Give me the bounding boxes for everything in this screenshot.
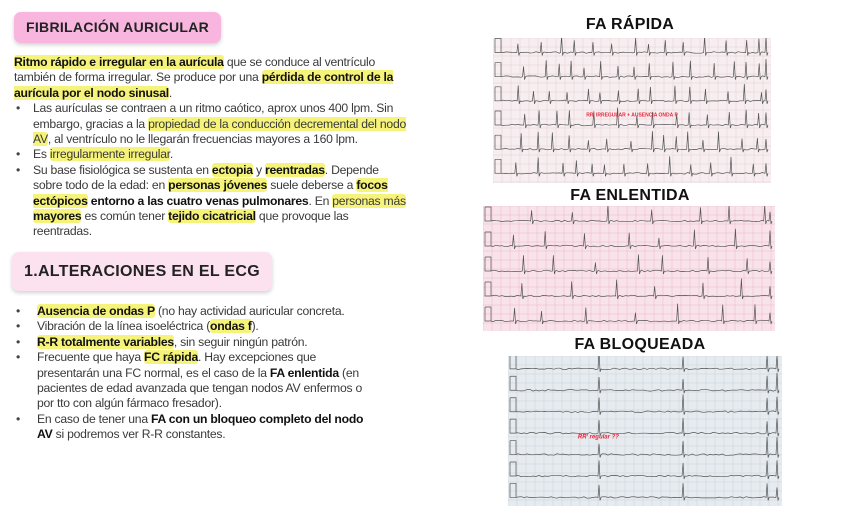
ecg-annotation: RR' IRREGULAR + AUSENCIA ONDA P bbox=[586, 112, 678, 119]
bullet-item bbox=[14, 147, 408, 162]
text-segment: Frecuente que haya bbox=[37, 350, 145, 365]
intro-paragraph bbox=[14, 55, 406, 101]
bullet-list-ecg bbox=[14, 304, 369, 443]
highlighted-text: irregularmente irregular bbox=[49, 147, 170, 162]
highlighted-text: personas jóvenes bbox=[168, 178, 268, 193]
bullet-item bbox=[14, 163, 408, 240]
bullet-item bbox=[14, 101, 408, 147]
bullet-item bbox=[14, 350, 369, 412]
text-segment: En caso de tener una bbox=[37, 411, 152, 426]
text-segment: (no hay actividad auricular concreta. bbox=[154, 303, 345, 318]
text-segment: . bbox=[169, 147, 173, 162]
ecg-paper bbox=[483, 206, 775, 331]
caption-fa-enlentida: FA ENLENTIDA bbox=[570, 187, 690, 204]
highlighted-text: ectopia bbox=[211, 162, 253, 177]
text-segment: ). bbox=[251, 319, 259, 334]
highlighted-text: propiedad de la conducción decremental del nodo AV bbox=[33, 116, 407, 147]
highlighted-text: personas más bbox=[332, 193, 406, 208]
caption-fa-rapida: FA RÁPIDA bbox=[585, 16, 675, 33]
text-segment: (en pacientes de edad avanzada que tengan nodos AV enfermos o por tto con algún fármaco fresador). bbox=[37, 365, 362, 411]
ecg-image-fa-rapida bbox=[493, 38, 771, 183]
text-segment: si podremos ver R-R constantes. bbox=[52, 427, 226, 442]
bold-text: FA con un bloqueo completo del nodo AV bbox=[37, 411, 364, 442]
highlighted-text: ondas f bbox=[210, 319, 252, 334]
text-segment: , al ventrículo no le llegarán frecuencias mayores a 160 lpm. bbox=[47, 132, 358, 147]
text-segment: y bbox=[252, 162, 265, 177]
bullet-list-fa bbox=[14, 101, 408, 240]
text-segment: , sin seguir ningún patrón. bbox=[173, 334, 308, 349]
ecg-paper bbox=[508, 356, 782, 506]
text-segment: Vibración de la línea isoeléctrica ( bbox=[37, 319, 211, 334]
text-segment: . Depende sobre todo de la edad: en bbox=[33, 162, 379, 193]
highlighted-text: tejido cicatricial bbox=[168, 209, 256, 224]
highlighted-text: R-R totalmente variables bbox=[37, 334, 174, 349]
highlighted-text: Ritmo rápido e irregular en la aurícula bbox=[14, 55, 224, 69]
caption-fa-bloqueada: FA BLOQUEADA bbox=[574, 336, 706, 353]
section-title-fibrilacion: FIBRILACIÓN AURICULAR bbox=[14, 12, 221, 43]
text-segment: que provoque las reentradas. bbox=[33, 209, 349, 239]
text-segment: . Hay excepciones que presentarán una FC normal, es el caso de la bbox=[37, 350, 317, 380]
bullet-item bbox=[14, 335, 369, 350]
ecg-paper bbox=[493, 38, 771, 183]
highlighted-text: FC rápida bbox=[144, 350, 199, 365]
bullet-item bbox=[14, 304, 369, 319]
ecg-annotation: RR' regular ?? bbox=[577, 434, 619, 441]
highlighted-text: Ausencia de ondas P bbox=[37, 303, 155, 318]
ecg-image-fa-enlentida bbox=[483, 206, 775, 331]
ecg-image-fa-bloqueada bbox=[508, 356, 782, 506]
highlighted-text: mayores bbox=[33, 209, 82, 224]
text-segment: . bbox=[168, 85, 172, 100]
bold-text: entorno a las cuatro venas pulmonares bbox=[87, 193, 309, 208]
highlighted-text: reentradas bbox=[264, 162, 325, 177]
text-segment: . En bbox=[308, 193, 333, 208]
text-segment: que se conduce al ventrículo también de forma irregular. Se produce por una bbox=[14, 55, 375, 85]
left-column bbox=[12, 12, 412, 443]
bullet-item bbox=[14, 412, 369, 443]
bullet-item bbox=[14, 319, 369, 334]
bold-text: FA enlentida bbox=[269, 365, 339, 380]
text-segment: es común tener bbox=[81, 209, 169, 224]
section-title-ecg: 1.ALTERACIONES EN EL ECG bbox=[12, 252, 272, 291]
text-segment: suele deberse a bbox=[267, 178, 357, 193]
text-segment: Las aurículas se contraen a un ritmo caótico, aprox unos 400 lpm. Sin embargo, gracias a la bbox=[33, 101, 394, 131]
text-segment: Es bbox=[33, 147, 50, 162]
highlighted-text: focos ectópicos bbox=[33, 178, 388, 208]
highlighted-text: pérdida de control de la aurícula por el nodo sinusal bbox=[14, 70, 394, 100]
text-segment: Su base fisiológica se sustenta en bbox=[33, 162, 212, 177]
